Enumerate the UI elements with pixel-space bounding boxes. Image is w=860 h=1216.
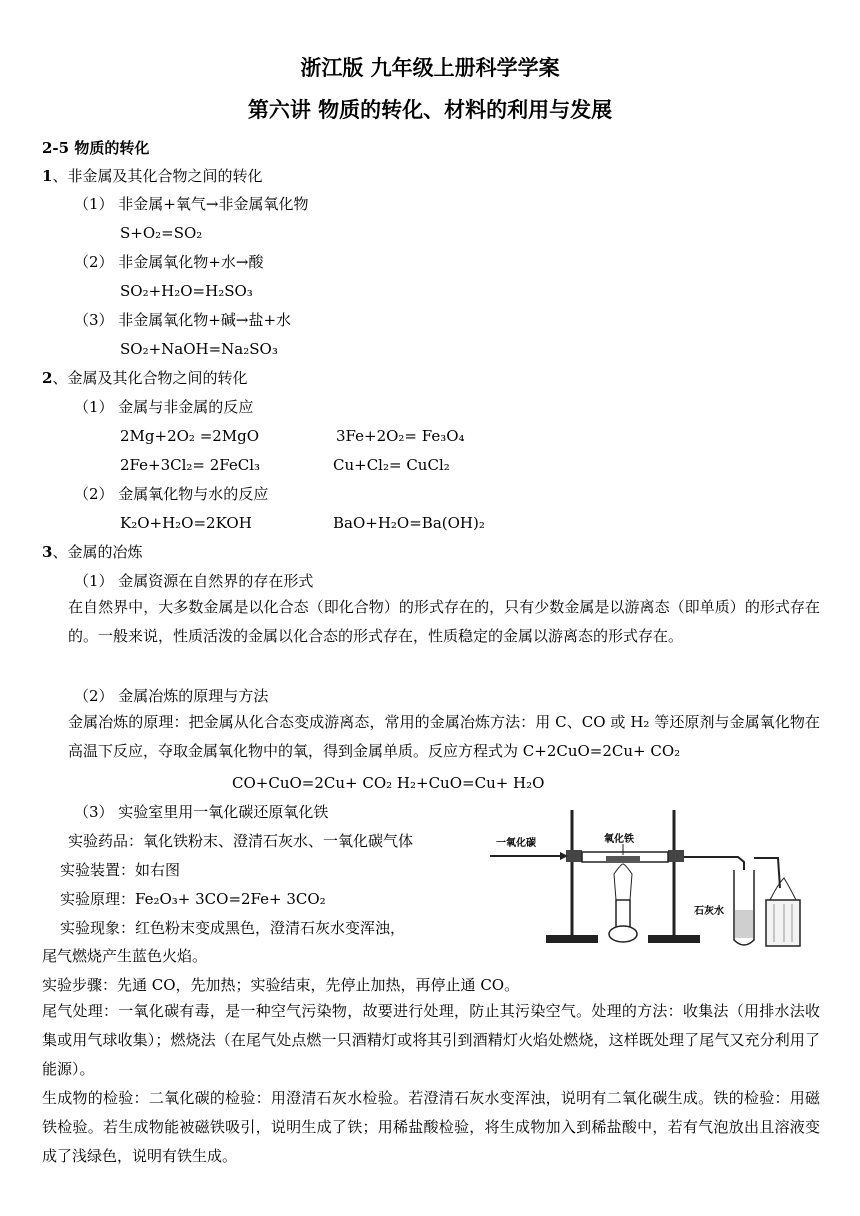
part1-eq1: S+O₂=SO₂ xyxy=(120,224,203,242)
exhaust-treatment: 尾气处理：一氧化碳有毒，是一种空气污染物，故要进行处理，防止其污染空气。处理的方法：收集法（用排水法收集或用气球收集）；燃烧法（在尾气处点燃一只酒精灯或将其引到酒精灯火焰处燃烧，这样既处理了尾气又充分利用了能源）。 xyxy=(42,1002,820,1078)
part2-eq2a: K₂O+H₂O=2KOH xyxy=(120,514,252,532)
part3-item3: （3） 实验室里用一氧化碳还原氧化铁 xyxy=(74,803,329,821)
limewater-liquid xyxy=(735,910,753,938)
part1-item2: （2） 非金属氧化物+水→酸 xyxy=(74,253,264,271)
part2-eq2b: BaO+H₂O=Ba(OH)₂ xyxy=(333,514,485,532)
part1-number: 1 xyxy=(42,167,53,185)
lecture-title: 第六讲 物质的转化、材料的利用与发展 xyxy=(247,97,613,122)
part3-item1: （1） 金属资源在自然界的存在形式 xyxy=(74,572,314,590)
part1-heading xyxy=(42,166,262,186)
flame xyxy=(614,864,632,900)
part3-item2: （2） 金属冶炼的原理与方法 xyxy=(74,687,269,705)
experiment-apparatus: 实验装置：如右图 xyxy=(60,861,181,879)
apparatus-figure xyxy=(488,800,828,952)
exhaust-tube xyxy=(754,858,780,888)
part1-eq3: SO₂+NaOH=Na₂SO₃ xyxy=(120,340,278,358)
part2-eq1d: Cu+Cl₂= CuCl₂ xyxy=(333,456,450,474)
part3-equations-line: CO+CuO=2Cu+ CO₂ H₂+CuO=Cu+ H₂O xyxy=(232,774,545,792)
experiment-phenomenon: 实验现象：红色粉末变成黑色，澄清石灰水变浑浊， xyxy=(60,919,406,937)
part3-paragraph2: 金属冶炼的原理：把金属从化合态变成游离态，常用的金属冶炼方法：用 C、CO 或 H₂ 等还原剂与金属氧化物在高温下反应，夺取金属氧化物中的氧，得到金属单质。反应方程式为 C+2CuO=2Cu+ CO₂ xyxy=(68,713,820,760)
part1-heading-text: 、非金属及其化合物之间的转化 xyxy=(52,167,263,185)
apparatus-diagram xyxy=(488,800,828,952)
label-limewater: 石灰水 xyxy=(694,906,724,917)
document-title: 浙江版 九年级上册科学学案 xyxy=(300,55,560,80)
exhaust-flame xyxy=(770,878,796,900)
stand-base-middle xyxy=(648,935,700,943)
burner-base xyxy=(609,926,637,942)
product-detection: 生成物的检验：二氧化碳的检验：用澄清石灰水检验。若澄清石灰水变浑浊，说明有二氧化碳生成。铁的检验：用磁铁检验。若生成物能被磁铁吸引，说明生成了铁；用稀盐酸检验，将生成物加入到稀盐酸中，若有气泡放出且溶液变成了浅绿色，说明有铁生成。 xyxy=(42,1089,820,1165)
experiment-principle: 实验原理：Fe₂O₃+ 3CO=2Fe+ 3CO₂ xyxy=(60,890,326,908)
exhaust-lamp xyxy=(766,900,800,946)
experiment-steps: 实验步骤：先通 CO，先加热；实验结束，先停止加热，再停止通 CO。 xyxy=(42,976,520,994)
part3-number: 3 xyxy=(42,543,53,561)
part2-number: 2 xyxy=(42,369,53,387)
part2-eq1b: 3Fe+2O₂= Fe₃O₄ xyxy=(336,427,465,445)
part3-heading xyxy=(42,542,142,562)
part3-heading-text: 、金属的冶炼 xyxy=(52,543,143,561)
clamp-left xyxy=(566,850,582,862)
section-heading: 2-5 物质的转化 xyxy=(42,139,150,157)
stand-base-left xyxy=(546,935,598,943)
part3-paragraph1: 在自然界中，大多数金属是以化合态（即化合物）的形式存在的，只有少数金属是以游离态（即单质）的形式存在的。一般来说，性质活泼的金属以化合态的形式存在，性质稳定的金属以游离态的形式存在。 xyxy=(68,598,820,645)
part2-heading-text: 、金属及其化合物之间的转化 xyxy=(52,369,248,387)
label-co: 一氧化碳 xyxy=(496,838,536,849)
part1-item3: （3） 非金属氧化物+碱→盐+水 xyxy=(74,311,292,329)
part2-eq1a: 2Mg+2O₂ =2MgO xyxy=(120,427,260,445)
clamp-middle xyxy=(668,850,684,862)
part2-item1: （1） 金属与非金属的反应 xyxy=(74,398,254,416)
part1-item1: （1） 非金属+氧气→非金属氧化物 xyxy=(74,195,309,213)
fe2o3-powder xyxy=(606,856,640,861)
label-fe2o3: 氧化铁 xyxy=(604,834,634,845)
part2-item2: （2） 金属氧化物与水的反应 xyxy=(74,485,269,503)
part2-eq1c: 2Fe+3Cl₂= 2FeCl₃ xyxy=(120,456,261,474)
part2-heading xyxy=(42,368,247,388)
experiment-drugs: 实验药品：氧化铁粉末、澄清石灰水、一氧化碳气体 xyxy=(68,832,414,850)
experiment-phenomenon-cont: 尾气燃烧产生蓝色火焰。 xyxy=(42,947,208,965)
part1-eq2: SO₂+H₂O=H₂SO₃ xyxy=(120,282,253,300)
